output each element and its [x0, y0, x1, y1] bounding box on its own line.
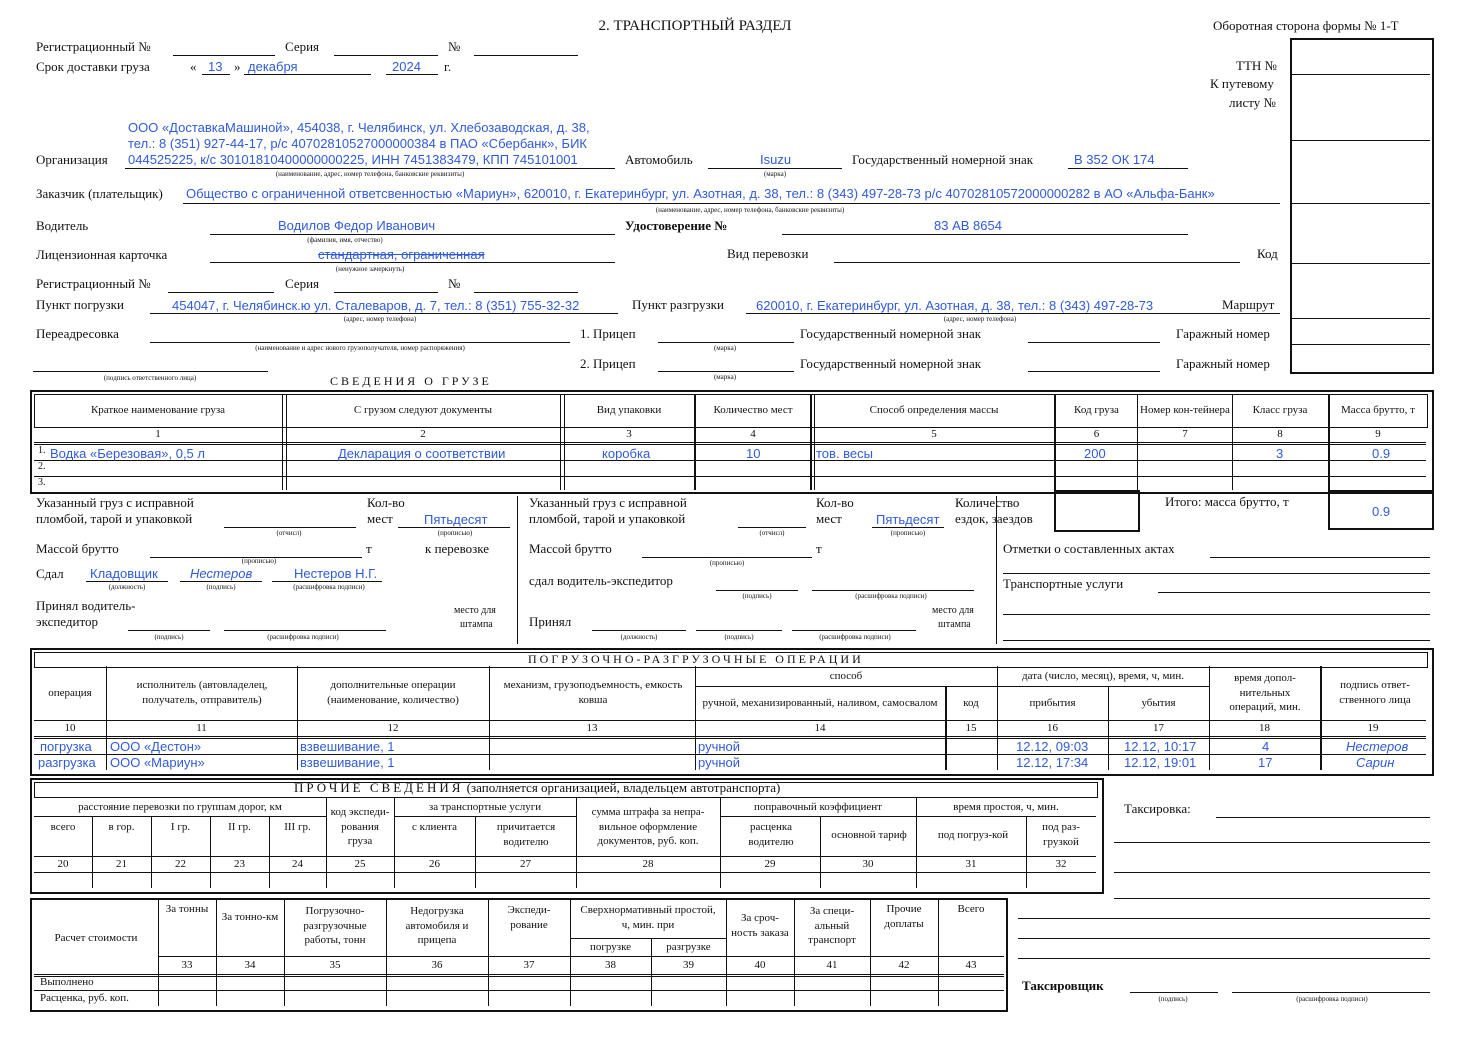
- calc-col-num: 35: [329, 959, 341, 971]
- calc-h-urgent: За сроч-ность заказа: [731, 912, 789, 939]
- other-h-idle: время простоя, ч, мин.: [953, 800, 1059, 813]
- ops-h-extra-time: время допол-нительных операций, мин.: [1229, 671, 1301, 714]
- quote-close: »: [234, 59, 241, 74]
- hint-sign: (подпись): [742, 592, 772, 600]
- hint-words: (прописью): [709, 559, 745, 567]
- trailer-1-label: 1. Прицеп: [580, 326, 636, 341]
- calc-col-num: 41: [826, 959, 838, 971]
- calc-row-done: Выполнено: [40, 976, 94, 988]
- ops-row-2-time[interactable]: 17: [1258, 755, 1273, 770]
- cargo-qty[interactable]: 10: [746, 446, 761, 461]
- stamp-place-label-2: штампа: [460, 619, 493, 630]
- cargo-h-code: Код груза: [1074, 403, 1119, 416]
- readdress-hint: (наименование и адрес нового грузополучателя, номер распоряжения): [255, 344, 465, 352]
- route-label: Маршрут: [1222, 297, 1275, 312]
- calc-col-num: 39: [683, 959, 694, 971]
- other-h-code-exp: код экспеди-рования груза: [330, 805, 390, 848]
- calc-col-num: 36: [431, 959, 443, 971]
- delivery-label: Срок доставки груза: [36, 59, 150, 74]
- license-label: Лицензионная карточка: [36, 247, 168, 262]
- cargo-h-qty: Количество мест: [713, 403, 793, 416]
- calc-h-tons: За тонны: [165, 902, 209, 915]
- other-h-rate-driver: расценка водителю: [748, 821, 794, 848]
- trailer-1-plate-label: Государственный номерной знак: [800, 326, 982, 341]
- cargo-col-num: 2: [420, 428, 426, 440]
- other-col-num: 29: [764, 858, 776, 870]
- reg2-no-label: №: [448, 276, 461, 291]
- hint-words: (прописью): [241, 557, 277, 565]
- ops-row-1-sign[interactable]: Нестеров: [1346, 739, 1409, 754]
- license-value[interactable]: стандартная, ограниченная: [318, 247, 485, 262]
- calc-h-exped: Экспеди-рование: [507, 904, 551, 931]
- ops-row-2-arrival[interactable]: 12.12, 17:34: [1016, 755, 1089, 770]
- calc-col-num: 37: [523, 959, 535, 971]
- other-h-distance: расстояние перевозки по группам дорог, км: [78, 800, 282, 813]
- ops-row-1-executor[interactable]: ООО «Дестон»: [110, 739, 202, 754]
- code-label: Код: [1257, 246, 1278, 261]
- trips-label: Количество: [955, 495, 1020, 510]
- cargo-col-num: 9: [1375, 428, 1381, 440]
- ops-h-departure: убытия: [1141, 696, 1176, 709]
- mid-t-label: т: [816, 541, 822, 556]
- other-col-num: 26: [429, 858, 440, 870]
- delivery-day[interactable]: 13: [208, 59, 223, 74]
- car-label: Автомобиль: [625, 152, 693, 167]
- ops-h-operation: операция: [48, 686, 92, 699]
- org-line-1[interactable]: ООО «ДоставкаМашиной», 454038, г. Челябинск, ул. Хлебозаводская, д. 38,: [128, 120, 590, 135]
- driver-hint: (фамилия, имя, отчество): [307, 236, 383, 244]
- cargo-col-num: 1: [155, 428, 161, 440]
- hint-position: (должность): [620, 633, 658, 641]
- trailer-2-plate-label: Государственный номерной знак: [800, 356, 982, 371]
- customer-value[interactable]: Общество с ограниченной ответсвенностью «Мариун», 620010, г. Екатеринбург, ул. Азотная, д. 38, тел.: 8 (343) 497-28-73 р/с 40702810572000000282 в АО «Альфа-Банк»: [186, 186, 1215, 201]
- other-h-base: основной тариф: [831, 828, 907, 841]
- ops-row-1-departure[interactable]: 12.12, 10:17: [1124, 739, 1197, 754]
- gave-name[interactable]: Нестеров Н.Г.: [294, 566, 378, 581]
- mid-stamp-place-label-2: штампа: [938, 619, 971, 630]
- unload-point-value[interactable]: 620010, г. Екатеринбург, ул. Азотная, д. 38, тел.: 8 (343) 497-28-73: [756, 298, 1154, 313]
- cargo-h-name: Краткое наименование груза: [90, 403, 226, 416]
- ops-h-method-sub: ручной, механизированный, наливом, самосвалом: [702, 696, 938, 709]
- hint-digits: (отчисл): [276, 529, 302, 537]
- hint-decode: (расшифровка подписи): [267, 633, 339, 641]
- hint-words: (прописью): [437, 529, 473, 537]
- ops-col-num: 14: [814, 722, 826, 734]
- waybill-label-2: листу №: [1229, 95, 1276, 110]
- total-gross-label: Итого: масса брутто, т: [1165, 494, 1289, 509]
- cargo-h-pack: Вид упаковки: [596, 403, 662, 416]
- year-suffix: г.: [444, 59, 452, 74]
- taxation-label: Таксировка:: [1124, 801, 1191, 816]
- calc-h-tkm: За тонно-км: [221, 910, 279, 923]
- ops-col-num: 11: [196, 722, 207, 734]
- reg2-label: Регистрационный №: [36, 276, 151, 291]
- other-col-num: 22: [175, 858, 186, 870]
- waybill-label-1: К путевому: [1210, 76, 1274, 91]
- ops-row-1-time[interactable]: 4: [1262, 739, 1270, 754]
- calc-col-num: 34: [244, 959, 256, 971]
- ops-col-num: 19: [1367, 722, 1379, 734]
- mid-seal-line-2: пломбой, тарой и упаковкой: [529, 511, 686, 526]
- ops-col-num: 16: [1047, 722, 1058, 734]
- org-line-3[interactable]: 044525225, к/с 30101810400000000225, ИНН 7451383479, КПП 745101001: [128, 152, 578, 167]
- hint-sign: (подпись): [724, 633, 754, 641]
- ops-h-sign: подпись ответ-ственного лица: [1339, 679, 1411, 706]
- plate-label: Государственный номерной знак: [852, 152, 1034, 167]
- other-section-title: [294, 780, 780, 796]
- ops-row-1-extra[interactable]: взвешивание, 1: [300, 739, 395, 754]
- org-hint: (наименование, адрес, номер телефона, банковские реквизиты): [275, 170, 465, 178]
- car-value[interactable]: Isuzu: [760, 152, 792, 167]
- other-h-city: в гор.: [108, 820, 135, 833]
- other-col-num: 21: [116, 858, 127, 870]
- ops-col-num: 12: [387, 722, 399, 734]
- ops-col-num: 18: [1259, 722, 1270, 734]
- cargo-name[interactable]: Водка «Березовая», 0,5 л: [50, 446, 205, 461]
- readdress-label: Переадресовка: [36, 326, 119, 341]
- cargo-class[interactable]: 3: [1276, 446, 1284, 461]
- cargo-col-num: 4: [750, 428, 756, 440]
- other-col-num: 30: [862, 858, 874, 870]
- unload-point-hint: (адрес, номер телефона): [943, 315, 1017, 323]
- other-h-coef: поправочный коэффициент: [754, 800, 882, 813]
- calc-h-over-load: погрузке: [589, 940, 632, 953]
- car-hint: (марка): [763, 170, 787, 178]
- ops-h-mechanism: механизм, грузоподъемность, емкость ковша: [503, 679, 683, 706]
- cargo-col-num: 5: [931, 428, 937, 440]
- ops-row-2-operation[interactable]: разгрузка: [38, 755, 96, 770]
- trailer-2-garage-label: Гаражный номер: [1176, 356, 1270, 371]
- unload-point-label: Пункт разгрузки: [632, 297, 724, 312]
- ops-col-num: 17: [1153, 722, 1164, 734]
- form-side-label: Оборотная сторона формы № 1-Т: [1213, 18, 1399, 33]
- reg2-series-label: Серия: [285, 276, 320, 291]
- transport-kind-label: Вид перевозки: [727, 246, 809, 261]
- ops-col-num: 15: [965, 722, 977, 734]
- other-h-g2: II гр.: [228, 820, 251, 833]
- reg-no-label: Регистрационный №: [36, 39, 151, 54]
- qty-label-2: мест: [367, 511, 393, 526]
- other-col-num: 20: [57, 858, 69, 870]
- accepted-label-2: экспедитор: [36, 614, 98, 629]
- delivery-month[interactable]: декабря: [248, 59, 298, 74]
- load-point-hint: (адрес, номер телефона): [343, 315, 417, 323]
- calc-h-total: Всего: [957, 902, 985, 915]
- ops-row-2-sign[interactable]: Сарин: [1356, 755, 1395, 770]
- ops-col-num: 13: [586, 722, 598, 734]
- cargo-mass-method[interactable]: тов. весы: [816, 446, 874, 461]
- calc-col-num: 40: [754, 959, 766, 971]
- mid-accepted-label: Принял: [529, 614, 572, 629]
- trips-box: [1054, 490, 1140, 532]
- cargo-docs[interactable]: Декларация о соответствии: [338, 446, 506, 461]
- cargo-row-num: 1.: [38, 445, 46, 456]
- cargo-h-class: Класс груза: [1252, 403, 1308, 416]
- other-h-idle-load: под погруз-кой: [937, 828, 1009, 841]
- calc-h-other: Прочие доплаты: [884, 903, 924, 930]
- calc-h-special: За специ-альный транспорт: [808, 904, 856, 947]
- trailer-1-garage-label: Гаражный номер: [1176, 326, 1270, 341]
- calc-col-num: 38: [605, 959, 616, 971]
- cert-value[interactable]: 83 АВ 8654: [934, 218, 1002, 233]
- mid-stamp-place-label: место для: [932, 605, 974, 616]
- series-label: Серия: [285, 39, 320, 54]
- gave-position[interactable]: Кладовщик: [90, 566, 158, 581]
- seal-left-line-2: пломбой, тарой и упаковкой: [36, 511, 193, 526]
- calc-h-calc: Расчет стоимости: [54, 931, 138, 944]
- ttn-label: ТТН №: [1236, 58, 1277, 73]
- ops-h-datetime: дата (число, месяц), время, ч, мин.: [1022, 669, 1184, 682]
- ops-h-extra: дополнительные операции (наименование, количество): [327, 679, 459, 706]
- other-section-sub: (заполняется организацией, владельцем автотранспорта): [466, 780, 781, 795]
- cargo-gross[interactable]: 0.9: [1372, 446, 1391, 461]
- other-h-from-client: с клиента: [412, 820, 457, 833]
- other-col-num: 27: [520, 858, 531, 870]
- cargo-pack[interactable]: коробка: [602, 446, 651, 461]
- calc-col-num: 33: [181, 959, 193, 971]
- trailer-1-hint: (марка): [713, 344, 737, 352]
- cargo-h-container: Номер кон-тейнера: [1140, 403, 1230, 416]
- ops-h-executor: исполнитель (автовладелец, получатель, отправитель): [136, 679, 268, 706]
- org-label: Организация: [36, 152, 108, 167]
- quote-open: «: [190, 59, 197, 74]
- transport-services-label: Транспортные услуги: [1003, 576, 1124, 591]
- trips-label-2: ездок, заездов: [955, 511, 1033, 526]
- cargo-col-num: 6: [1093, 428, 1100, 440]
- gross-mass-label: Массой брутто: [36, 541, 119, 556]
- hint-decode: (расшифровка подписи): [855, 592, 927, 600]
- other-h-idle-unload: под раз-грузкой: [1042, 821, 1080, 848]
- plate-value[interactable]: В 352 ОК 174: [1074, 152, 1155, 167]
- load-point-label: Пункт погрузки: [36, 297, 124, 312]
- org-line-2[interactable]: тел.: 8 (351) 927-44-17, р/с 40702810527000000384 в ПАО «Сбербанк», БИК: [128, 136, 587, 151]
- driver-value[interactable]: Водилов Федор Иванович: [278, 218, 436, 233]
- other-h-to-driver: причитается водителю: [496, 821, 556, 848]
- other-h-services: за транспортные услуги: [428, 800, 542, 813]
- other-h-g3: III гр.: [284, 820, 311, 833]
- calc-h-over: Сверхнормативный простой, ч, мин. при: [580, 904, 716, 931]
- license-hint: (ненужное зачеркнуть): [335, 265, 405, 273]
- ops-row-1-operation[interactable]: погрузка: [40, 739, 92, 754]
- trailer-2-label: 2. Прицеп: [580, 356, 636, 371]
- mid-seal-line-1: Указанный груз с исправной: [529, 495, 687, 510]
- hint-sign: (подпись): [154, 633, 184, 641]
- hint-sign: (подпись): [206, 583, 236, 591]
- cargo-row-num: 3.: [38, 477, 46, 488]
- mid-qty-label: Кол-во: [816, 495, 854, 510]
- customer-label: Заказчик (плательщик): [36, 186, 163, 201]
- other-col-num: 31: [965, 858, 977, 870]
- hint-decode: (расшифровка подписи): [819, 633, 891, 641]
- other-section-title-text: ПРОЧИЕ СВЕДЕНИЯ: [294, 780, 464, 795]
- calc-row-rate: Расценка, руб. коп.: [40, 992, 129, 1004]
- trailer-2-hint: (марка): [713, 373, 737, 381]
- customer-hint: (наименование, адрес, номер телефона, банковские реквизиты): [655, 206, 845, 214]
- hint-words: (прописью): [890, 529, 926, 537]
- cargo-row-num: 2.: [38, 461, 46, 472]
- to-transport-label: к перевозке: [425, 541, 490, 556]
- other-h-fine: сумма штрафа за непра-вильное оформление документов, руб. коп.: [591, 805, 705, 848]
- cert-label: Удостоверение №: [625, 218, 728, 233]
- ops-row-2-executor[interactable]: ООО «Мариун»: [110, 755, 205, 770]
- ops-row-2-extra[interactable]: взвешивание, 1: [300, 755, 395, 770]
- stamp-place-label: место для: [454, 605, 496, 616]
- page-title: 2. ТРАНСПОРТНЫЙ РАЗДЕЛ: [598, 18, 792, 34]
- cargo-section-title: СВЕДЕНИЯ О ГРУЗЕ: [330, 374, 492, 388]
- accepted-label-1: Принял водитель-: [36, 598, 136, 613]
- ops-col-num: 10: [64, 722, 76, 734]
- cargo-col-num: 3: [626, 428, 632, 440]
- cargo-h-mass-method: Способ определения массы: [869, 403, 999, 416]
- ops-h-method: способ: [829, 669, 863, 682]
- driver-label: Водитель: [36, 218, 89, 233]
- calc-h-underload: Недогрузка автомобиля и прицепа: [405, 904, 469, 947]
- cargo-h-docs: С грузом следуют документы: [353, 403, 493, 416]
- ops-section-title: ПОГРУЗОЧНО-РАЗГРУЗОЧНЫЕ ОПЕРАЦИИ: [528, 652, 864, 666]
- hint-sign: (подпись): [1158, 995, 1188, 1003]
- ops-row-1-method[interactable]: ручной: [698, 739, 741, 754]
- ops-h-code: код: [963, 696, 979, 709]
- qty-words-value[interactable]: Пятьдесят: [424, 512, 488, 527]
- hint-decode: (расшифровка подписи): [293, 583, 365, 591]
- cargo-col-num: 7: [1182, 428, 1188, 440]
- seal-left-line-1: Указанный груз с исправной: [36, 495, 194, 510]
- total-gross-value[interactable]: 0.9: [1372, 504, 1391, 519]
- acts-label: Отметки о составленных актах: [1003, 541, 1175, 556]
- hint-position: (должность): [108, 583, 146, 591]
- hint-digits: (отчисл): [759, 529, 785, 537]
- other-col-num: 24: [292, 858, 303, 870]
- gave-label: Сдал: [36, 566, 64, 581]
- other-col-num: 23: [234, 858, 245, 870]
- cargo-h-gross: Масса брутто, т: [1341, 403, 1415, 416]
- calc-h-over-unload: разгрузке: [666, 940, 711, 953]
- no-label: №: [448, 39, 461, 54]
- mid-qty-label-2: мест: [816, 511, 842, 526]
- qty-label: Кол-во: [367, 495, 405, 510]
- right-code-column: [1290, 38, 1434, 374]
- calc-col-num: 43: [965, 959, 977, 971]
- calc-col-num: 42: [898, 959, 910, 971]
- t-label: т: [366, 541, 372, 556]
- other-h-total: всего: [50, 820, 76, 833]
- other-col-num: 28: [642, 858, 654, 870]
- hint-decode: (расшифровка подписи): [1296, 995, 1368, 1003]
- mid-qty-words-value[interactable]: Пятьдесят: [876, 512, 940, 527]
- ops-row-2-departure[interactable]: 12.12, 19:01: [1124, 755, 1197, 770]
- taxer-label: Таксировщик: [1022, 978, 1104, 993]
- load-point-value[interactable]: 454047, г. Челябинск.ю ул. Сталеваров, д. 7, тел.: 8 (351) 755-32-32: [172, 298, 580, 313]
- mid-gross-label: Массой брутто: [529, 541, 612, 556]
- ops-h-arrival: прибытия: [1029, 696, 1076, 709]
- ops-row-1-arrival[interactable]: 12.12, 09:03: [1016, 739, 1089, 754]
- mid-gave-label: сдал водитель-экспедитор: [529, 573, 673, 588]
- ops-row-2-method[interactable]: ручной: [698, 755, 741, 770]
- readdress-sign-hint: (подпись ответственного лица): [103, 374, 197, 382]
- other-col-num: 32: [1055, 858, 1067, 870]
- other-col-num: 25: [354, 858, 366, 870]
- cargo-col-num: 8: [1277, 428, 1283, 440]
- other-h-g1: I гр.: [170, 820, 191, 833]
- delivery-year[interactable]: 2024: [392, 59, 421, 74]
- gave-sign[interactable]: Нестеров: [190, 566, 253, 581]
- cargo-code[interactable]: 200: [1084, 446, 1106, 461]
- calc-h-loading: Погрузочно-разгрузочные работы, тонн: [303, 904, 367, 947]
